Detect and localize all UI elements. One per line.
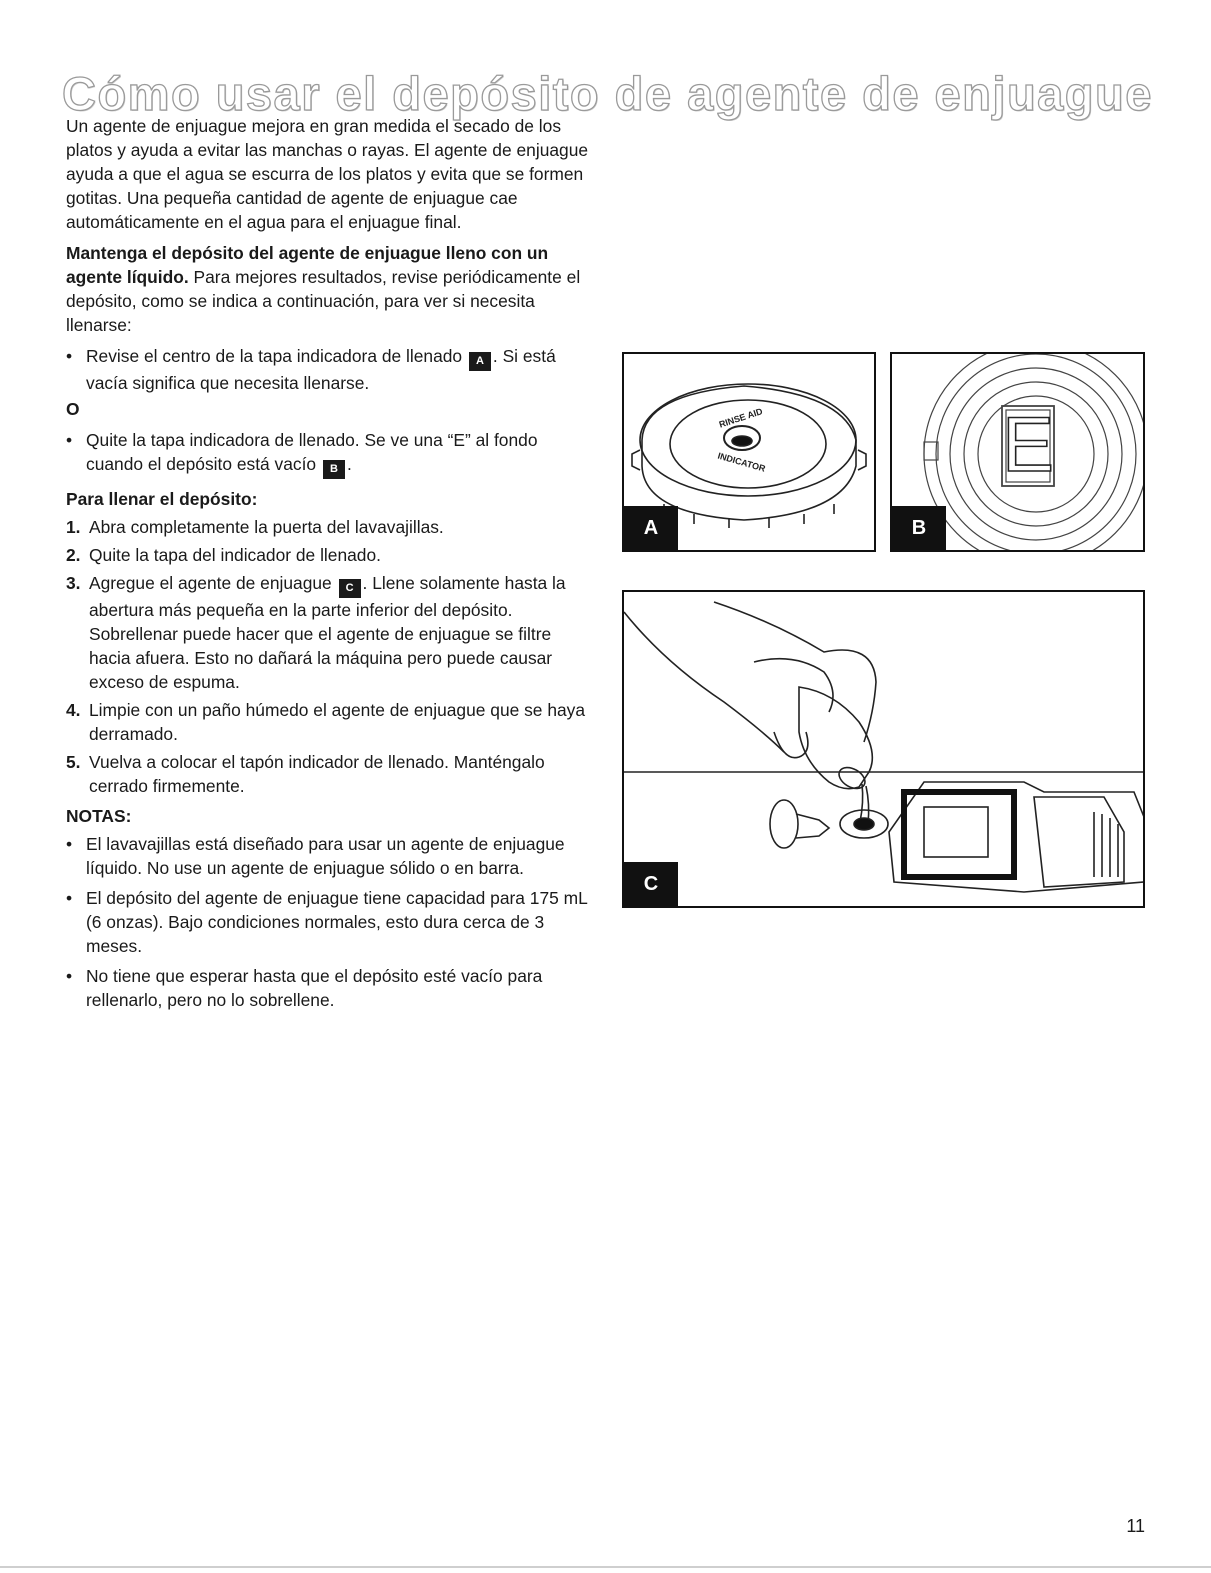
keep-full-text: Para mejores resultados, revise periódicamente el depósito, como se indica a continuación, para ver si necesita llenarse: bbox=[66, 267, 581, 335]
check-item-2 bbox=[66, 428, 596, 479]
keep-full-bold: Mantenga el depósito del agente de enjuague lleno con un agente líquido. bbox=[66, 243, 549, 287]
marker-c-icon: C bbox=[339, 579, 361, 598]
page-title: Cómo usar el depósito de agente de enjuague bbox=[62, 67, 1153, 120]
check-item-1-after: . Si está vacía significa que necesita llenarse. bbox=[86, 346, 556, 393]
step-number: 4. bbox=[66, 700, 81, 720]
keep-full-paragraph bbox=[66, 241, 596, 337]
intro-paragraph: Un agente de enjuague mejora en gran medida el secado de los platos y ayuda a evitar las manchas o rayas. El agente de enjuague ayuda a que el agua se escurra de los platos y evita que se formen gotitas. Una pequeña cantidad de agente de enjuague cae automáticamente en el agua para el enjuague final. bbox=[66, 116, 589, 232]
rinse-aid-text: RINSE AID bbox=[717, 406, 764, 430]
figure-c-label: C bbox=[624, 862, 678, 906]
step-text: Limpie con un paño húmedo el agente de enjuague que se haya derramado. bbox=[89, 700, 586, 744]
figure-a-label: A bbox=[624, 506, 678, 550]
or-separator: O bbox=[66, 399, 80, 419]
e-glyph: E bbox=[1001, 400, 1055, 488]
figure-c bbox=[622, 590, 1145, 908]
step-text bbox=[89, 571, 596, 694]
step-text: Quite la tapa del indicador de llenado. bbox=[89, 545, 381, 565]
step-3-before: Agregue el agente de enjuague bbox=[89, 573, 337, 593]
step-3-after: . Llene solamente hasta la abertura más pequeña en la parte inferior del depósito. Sobrellenar puede hacer que el agente de enjuague se filtre hacia afuera. Esto no dañará la máquina pero puede causar exceso de espuma. bbox=[89, 573, 566, 692]
text-column bbox=[66, 114, 596, 1018]
step-text: Abra completamente la puerta del lavavajillas. bbox=[89, 517, 444, 537]
step-text: Vuelva a colocar el tapón indicador de llenado. Manténgalo cerrado firmemente. bbox=[89, 752, 545, 796]
marker-b-icon: B bbox=[323, 460, 345, 479]
check-item-1-text: Revise el centro de la tapa indicadora de llenado bbox=[86, 346, 467, 366]
figure-b-label: B bbox=[892, 506, 946, 550]
fill-step bbox=[66, 571, 596, 694]
page-number: 11 bbox=[1126, 1516, 1145, 1536]
fill-step bbox=[66, 543, 596, 567]
fill-heading: Para llenar el depósito: bbox=[66, 489, 258, 509]
notes-heading: NOTAS: bbox=[66, 806, 132, 826]
step-number: 3. bbox=[66, 573, 81, 593]
step-number: 2. bbox=[66, 545, 81, 565]
step-number: 1. bbox=[66, 517, 81, 537]
check-item-1 bbox=[66, 344, 596, 395]
check-item-2-after: . bbox=[346, 454, 352, 474]
step-number: 5. bbox=[66, 752, 81, 772]
note-item: • No tiene que esperar hasta que el depósito esté vacío para rellenarlo, pero no lo sobrellene. bbox=[66, 964, 596, 1012]
fill-step bbox=[66, 698, 596, 746]
check-item-2-text: Quite la tapa indicadora de llenado. Se ve una “E” al fondo cuando el depósito está vacío bbox=[86, 430, 538, 474]
note-item: • El depósito del agente de enjuague tiene capacidad para 175 mL (6 onzas). Bajo condiciones normales, esto dura cerca de 3 meses. bbox=[66, 886, 596, 958]
marker-a-icon: A bbox=[469, 352, 491, 371]
figure-b bbox=[890, 352, 1145, 552]
bottom-rule bbox=[0, 1566, 1211, 1568]
figure-a bbox=[622, 352, 876, 552]
note-item: • El lavavajillas está diseñado para usar un agente de enjuague líquido. No use un agente de enjuague sólido o en barra. bbox=[66, 832, 596, 880]
fill-step bbox=[66, 750, 596, 798]
pouring-rinse-aid-illustration bbox=[624, 592, 1143, 906]
notes-list bbox=[66, 832, 596, 1012]
fill-step bbox=[66, 515, 596, 539]
indicator-text: INDICATOR bbox=[716, 450, 767, 474]
